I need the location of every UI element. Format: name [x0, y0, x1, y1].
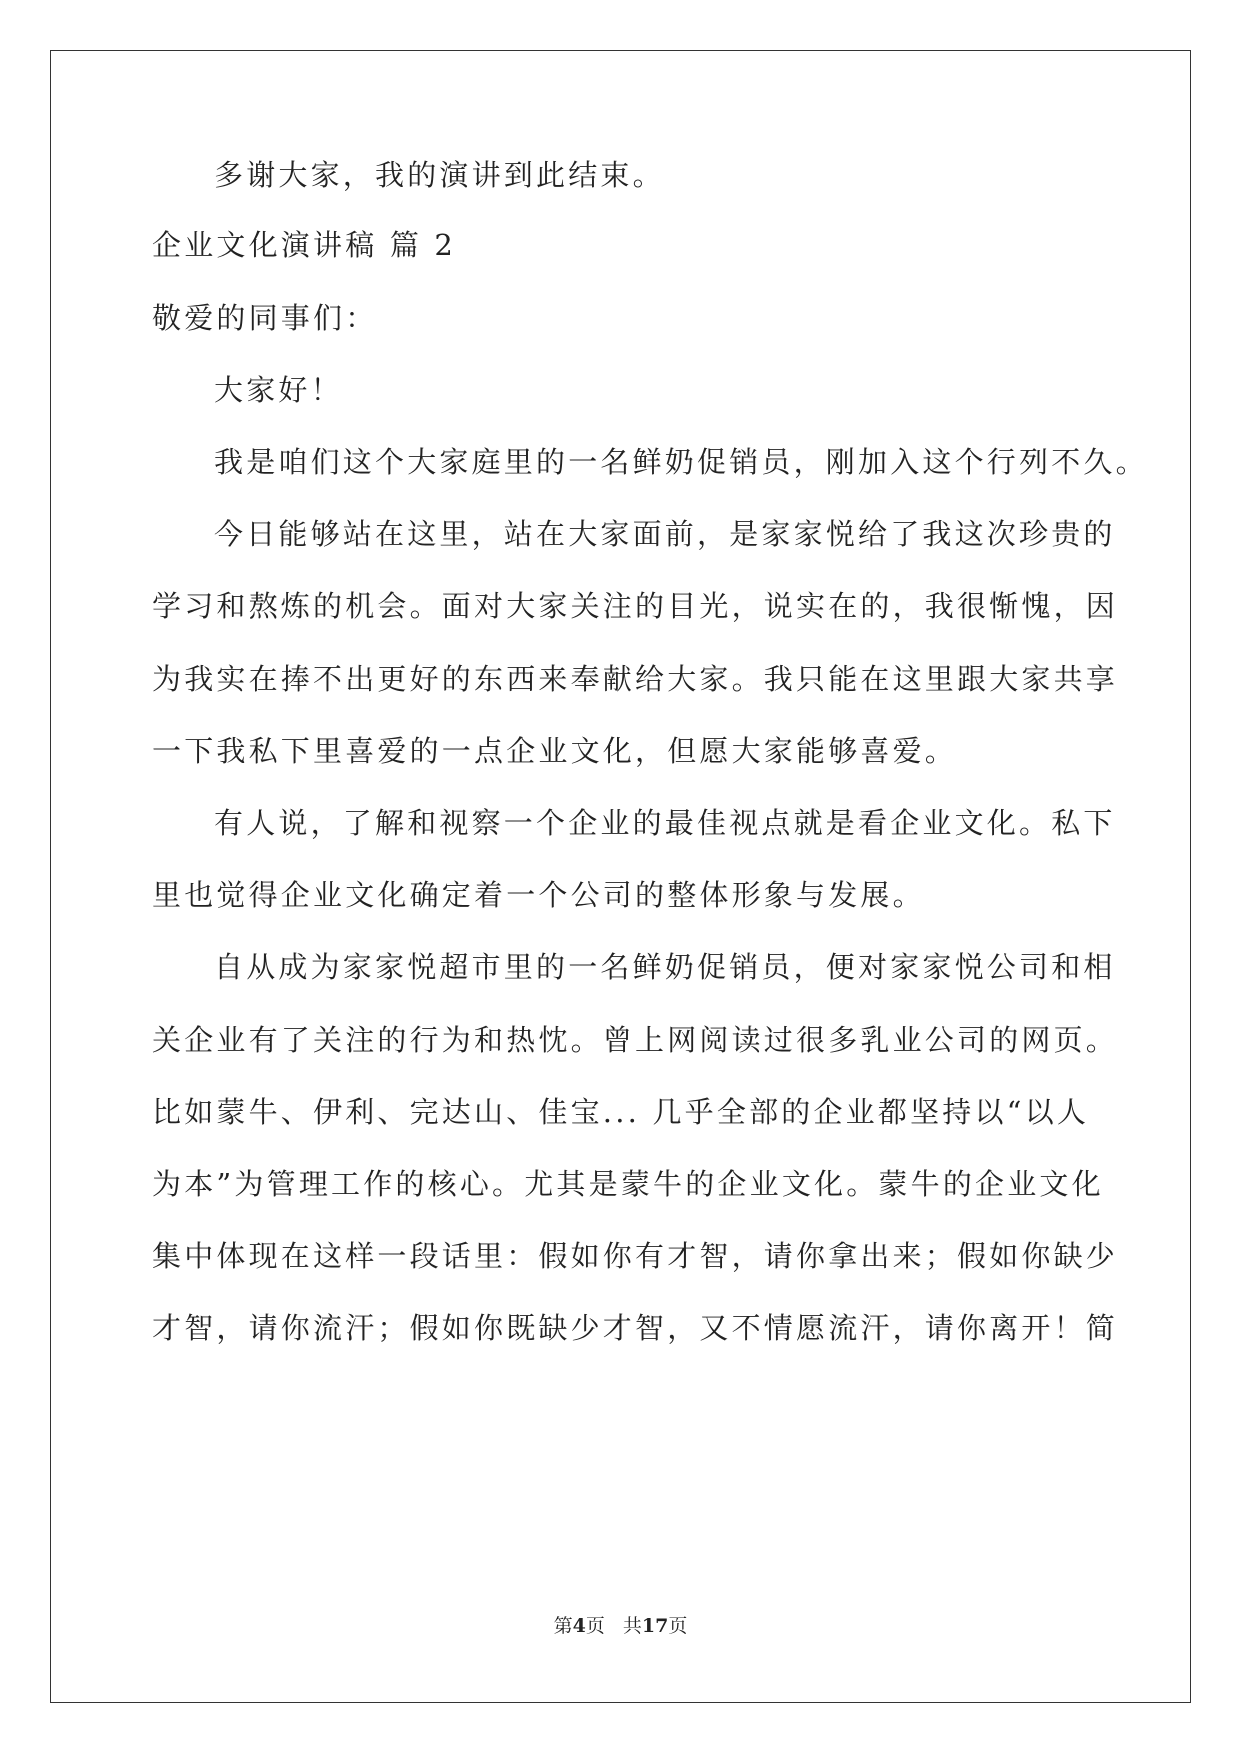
greeting: 大家好！ — [214, 373, 343, 407]
paragraph-line: 一下我私下里喜爱的一点企业文化，但愿大家能够喜爱。 — [152, 734, 958, 768]
page-prefix: 第 — [553, 1615, 573, 1637]
page-total: 17 — [641, 1615, 669, 1637]
total-prefix: 共 — [622, 1615, 642, 1637]
paragraph-line: 自从成为家家悦超市里的一名鲜奶促销员，便对家家悦公司和相 — [214, 950, 1116, 984]
paragraph-line: 集中体现在这样一段话里：假如你有才智，请你拿出来；假如你缺少 — [152, 1239, 1119, 1273]
paragraph-line: 为本”为管理工作的核心。尤其是蒙牛的企业文化。蒙牛的企业文化 — [152, 1167, 1104, 1201]
paragraph-line: 今日能够站在这里，站在大家面前，是家家悦给了我这次珍贵的 — [214, 517, 1116, 551]
paragraph-line: 为我实在捧不出更好的东西来奉献给大家。我只能在这里跟大家共享 — [152, 662, 1119, 696]
paragraph-line: 我是咱们这个大家庭里的一名鲜奶促销员，刚加入这个行列不久。 — [214, 445, 1148, 479]
paragraph-line: 才智，请你流汗；假如你既缺少才智，又不情愿流汗，请你离开！简 — [152, 1311, 1119, 1345]
paragraph-line: 学习和熬炼的机会。面对大家关注的目光，说实在的，我很惭愧，因 — [152, 589, 1119, 623]
paragraph-line: 比如蒙牛、伊利、完达山、佳宝... 几乎全部的企业都坚持以“以人 — [152, 1095, 1090, 1129]
section-heading: 企业文化演讲稿 篇 2 — [152, 228, 457, 262]
paragraph-line: 多谢大家，我的演讲到此结束。 — [214, 158, 665, 192]
total-suffix: 页 — [668, 1615, 688, 1637]
salutation: 敬爱的同事们： — [152, 301, 378, 335]
page-number: 4 — [572, 1615, 586, 1637]
page-footer — [0, 1614, 1241, 1638]
page-suffix: 页 — [585, 1615, 605, 1637]
paragraph-line: 有人说，了解和视察一个企业的最佳视点就是看企业文化。私下 — [214, 806, 1116, 840]
paragraph-line: 关企业有了关注的行为和热忱。曾上网阅读过很多乳业公司的网页。 — [152, 1023, 1119, 1057]
paragraph-line: 里也觉得企业文化确定着一个公司的整体形象与发展。 — [152, 878, 925, 912]
